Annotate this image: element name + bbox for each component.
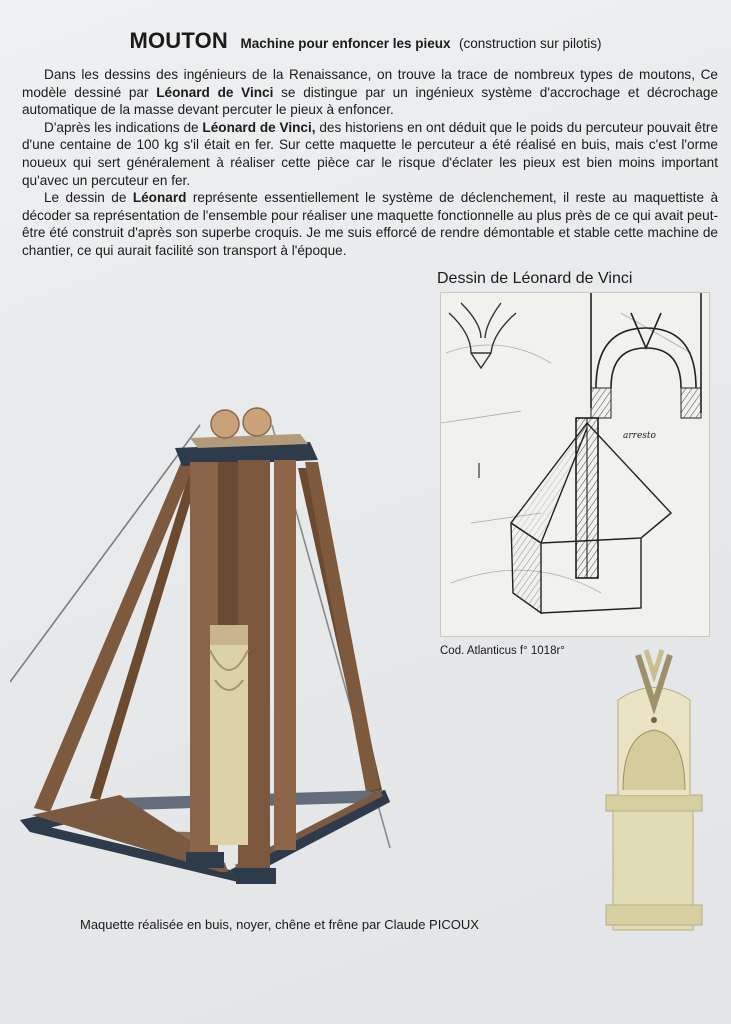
paragraph-3-text-a: Le dessin de <box>44 190 133 206</box>
paragraph-2 <box>22 119 718 189</box>
page-subtitle: Machine pour enfoncer les pieux <box>240 36 451 51</box>
paragraph-2-bold: Léonard de Vinci, <box>202 119 316 135</box>
paragraph-1-bold: Léonard de Vinci <box>156 84 274 100</box>
paragraph-1 <box>22 66 718 119</box>
paragraph-1-text-c: se distingue par un ingénieux système d'accrochage et décrochage automatique de la masse devant percuter le pieux à enfoncer. <box>22 84 719 118</box>
description-text <box>22 66 718 260</box>
paragraph-1-text-a: Dans les dessins des ingénieurs de la Renaissance, on trouve la trace de nombreux types de moutons, Ce modèle dessiné par <box>22 67 718 100</box>
pile-driver-model-photo <box>10 400 400 900</box>
drawing-caption-bottom: Cod. Atlanticus f° 1018r° <box>440 645 565 657</box>
release-mechanism-svg <box>598 645 710 935</box>
page-title: MOUTON <box>129 28 229 53</box>
sketch-annotation: arresto <box>623 431 656 441</box>
paragraph-3-bold: Léonard <box>132 190 187 206</box>
paragraph-2-text-a: D'après les indications de <box>44 119 203 135</box>
paragraph-2-text-c: des historiens en ont déduit que le poids du percuteur pouvait être d'une centaine de 100 kg s'il était en fer. Sur cette maquette le percuteur a été réalisé en buis, mais c'est l'orme noueux qui sert généralement à réaliser cette pièce car le risque d'éclater les pieux est bien moins important qu'avec un percuteur en fer. <box>22 119 719 188</box>
model-credit: Maquette réalisée en buis, noyer, chêne et frêne par Claude PICOUX <box>80 917 479 932</box>
leonardo-sketch-image <box>440 292 710 637</box>
pile-driver-model-svg <box>10 400 400 900</box>
page-subtitle-note: (construction sur pilotis) <box>458 36 602 51</box>
leonardo-sketch-svg <box>441 293 709 636</box>
page-title-line <box>0 28 731 54</box>
drawing-caption-top: Dessin de Léonard de Vinci <box>437 270 633 287</box>
paragraph-3 <box>22 189 718 259</box>
paragraph-3-text-c: représente essentiellement le système de déclenchement, il reste au maquettiste à décoder sa représentation de l'ensemble pour réaliser une maquette fonctionnelle au plus près de ce qui avait peut-être été construit d'après son superbe croquis. Je me suis efforcé de rendre démontable et stable cette machine de chantier, ce qui aurait facilité son transport à l'époque. <box>22 190 719 258</box>
release-mechanism-photo <box>598 645 710 935</box>
